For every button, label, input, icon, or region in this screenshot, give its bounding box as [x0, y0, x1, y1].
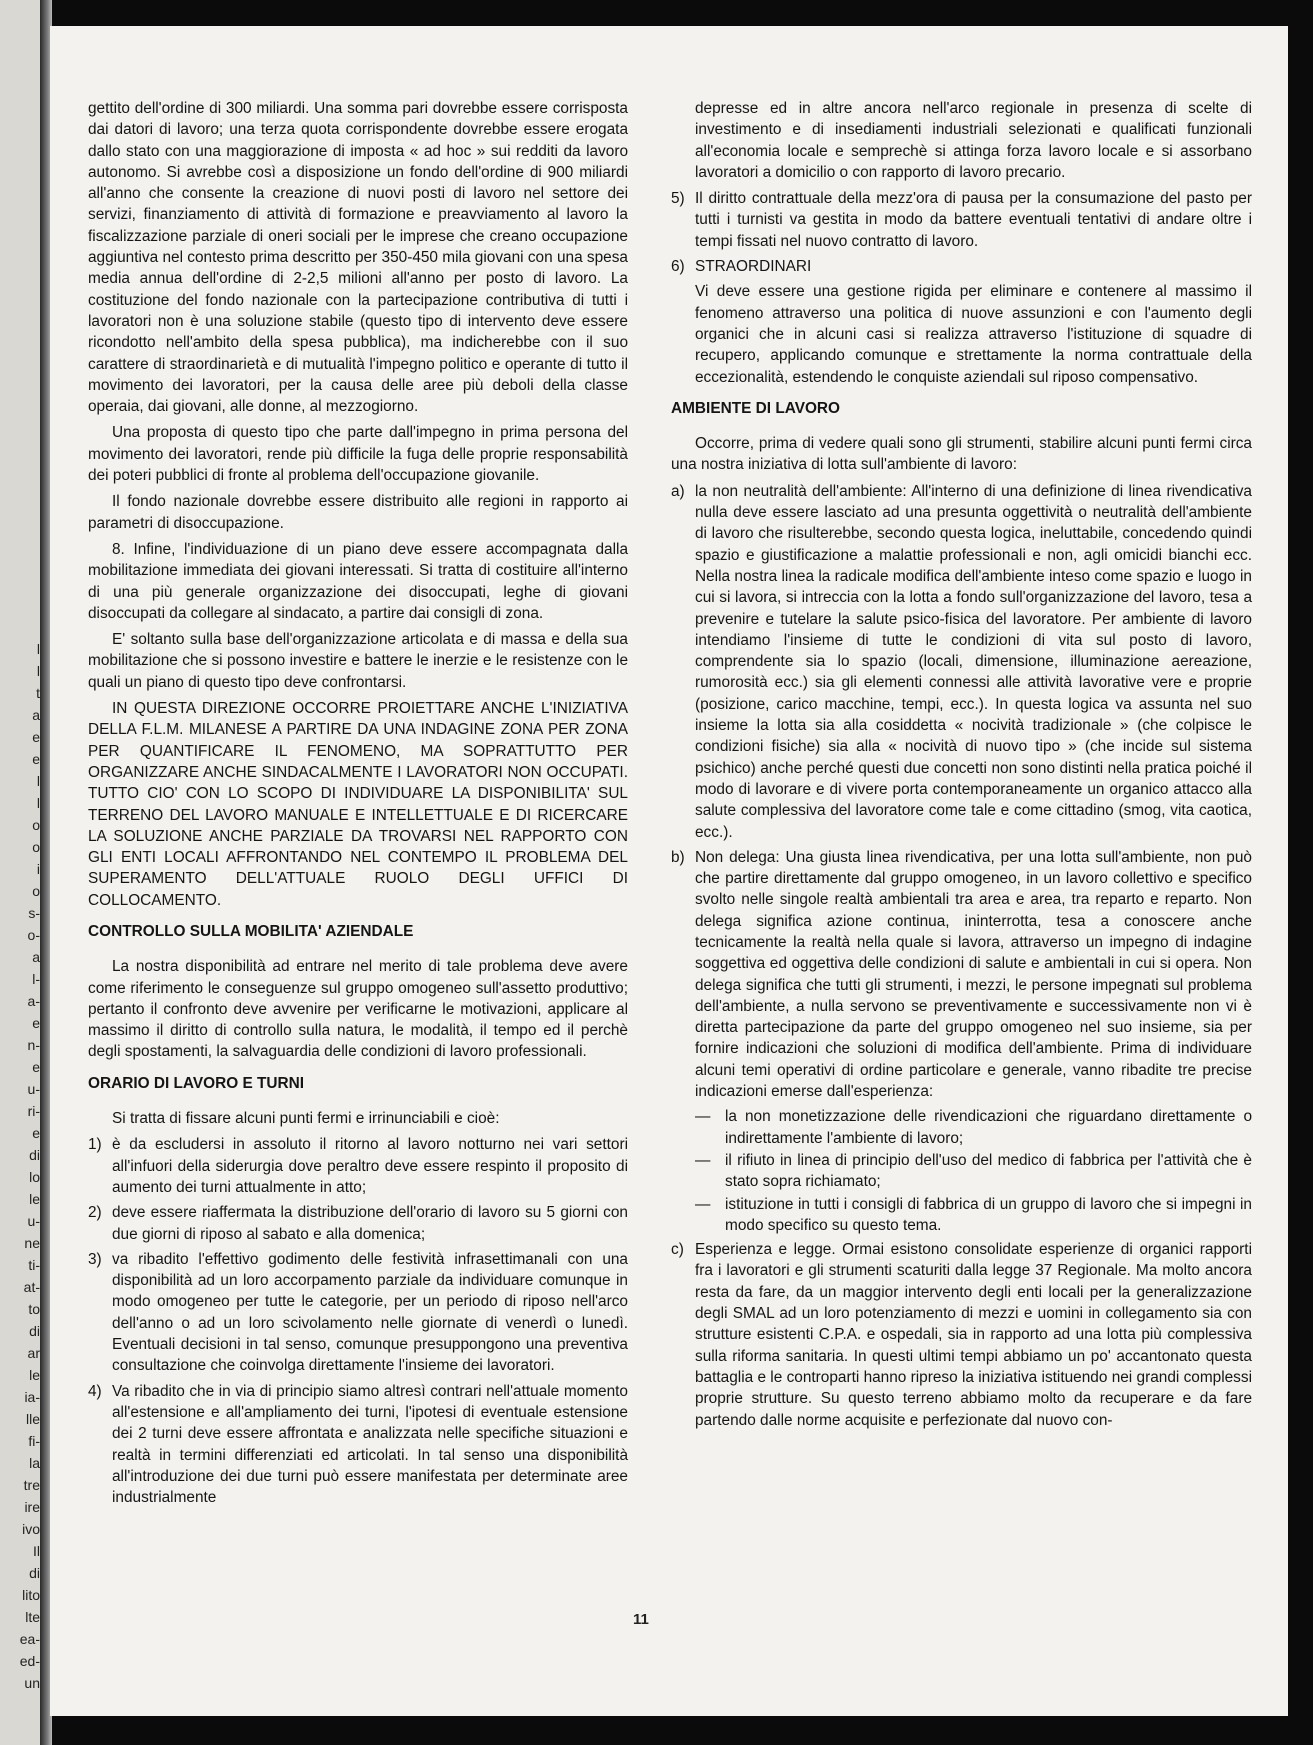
spine-fragment: l — [36, 773, 40, 789]
spine-fragment: l — [36, 795, 40, 811]
left-column — [88, 98, 628, 1512]
spine-fragment: a — [32, 949, 40, 965]
spine-fragment: u- — [27, 1213, 40, 1229]
paragraph: Si tratta di fissare alcuni punti fermi e irrinunciabili e cioè: — [112, 1110, 500, 1128]
spine-fragment: s- — [28, 905, 40, 921]
spine-fragment: lo — [29, 1169, 40, 1185]
spine-fragment: n- — [27, 1037, 40, 1053]
paragraph: 8. Infine, l'individuazione di un piano deve essere accompagnata dalla mobilitazione immediata dei giovani interessati. Si tratta di costituire all'interno di una più generale organizzazione dei disoccupati, leghe di giovani disoccupati da collegare al sindacato, a partire dai consigli di zona. — [88, 540, 628, 622]
sub-list-item: — la non monetizzazione delle rivendicazioni che riguardano direttamente o indirettamente l'ambiente di lavoro; — [695, 1108, 1252, 1147]
spine-fragment: o- — [27, 927, 40, 943]
spine-fragment: o — [32, 817, 40, 833]
adjacent-page-edge — [0, 0, 44, 1745]
paragraph: Vi deve essere una gestione rigida per eliminare e contenere al massimo il fenomeno attraverso una politica di nuove assunzioni e con l'aumento degli organici che in alcuni casi si realizza attraverso l'istituzione di squadre di recupero, applicando comunque e strettamente la norma contrattuale della eccezionalità, estendendo le conquiste aziendali sul riposo compensativo. — [695, 283, 1252, 386]
spine-fragment: lle — [25, 1411, 40, 1427]
spine-fragment: fi- — [28, 1433, 40, 1449]
paragraph: E' soltanto sulla base dell'organizzazione articolata e di massa e della sua mobilitazione che si possono investire e battere le inerzie e le resistenze con le quali un piano di questo tipo deve confrontarsi. — [88, 631, 628, 691]
spine-fragment: e — [32, 751, 40, 767]
spine-fragment: u- — [27, 1081, 40, 1097]
paragraph: Una proposta di questo tipo che parte dall'impegno in prima persona del movimento dei lavoratori, rende più difficile la fuga delle proprie responsabilità dei poteri pubblici di fronte al problema dell'occupazione giovanile. — [88, 424, 628, 485]
list-item: 1) è da escludersi in assoluto il ritorno al lavoro notturno nei vari settori all'infuori della siderurgia dove peraltro deve essere respinto il proposito di aumento dei turni attualmente in atto; — [88, 1136, 628, 1196]
paragraph: depresse ed in altre ancora nell'arco regionale in presenza di scelte di investimento e di insediamenti industriali selezionati e qualificati funzionali all'economia locale e semprechè si attinga forza lavoro locale e si assorbano lavoratori a domicilio o con rapporto di lavoro precario. — [695, 100, 1252, 181]
list-item: 2) deve essere riaffermata la distribuzione dell'orario di lavoro su 5 giorni con due giorni di riposo al sabato e alla domenica; — [88, 1204, 628, 1243]
paragraph: gettito dell'ordine di 300 miliardi. Una somma pari dovrebbe essere corrisposta dai datori di lavoro; una terza quota corrispondente dovrebbe essere erogata dallo stato con una maggiorazione di imposta « ad hoc » sui redditi da lavoro autonomo. Si avrebbe così a disposizione un fondo dell'ordine di 900 miliardi all'anno che consente la creazione di nuovi posti di lavoro nel settore dei servizi, finanziamento di attività di formazione e preavviamento al lavoro la fiscalizzazione parziale di oneri sociali per le imprese che creano occupazione aggiuntiva nel contesto prima descritto per 350-450 mila giovani con una spesa media annua dell'ordine di 2-2,5 milioni all'anno per posto di lavoro. La costituzione del fondo nazionale con la partecipazione contributiva di tutti i lavoratori non è una soluzione stabile (questo tipo di intervento deve essere ricondotto nell'ambito della spesa pubblica), ma indicherebbe con il suo carattere di straordinarietà e di mutualità l'impegno politico e operante di tutto il movimento dei lavoratori, per la causa delle aree più deboli della classe operaia, dai giovani, alle donne, al mezzogiorno. — [88, 100, 628, 416]
spine-fragment: a — [32, 707, 40, 723]
spine-fragment: le — [29, 1191, 40, 1207]
paragraph: Il fondo nazionale dovrebbe essere distribuito alle regioni in rapporto ai parametri di disoccupazione. — [88, 493, 628, 532]
spine-fragment: ed- — [19, 1653, 40, 1669]
spine-fragment: la — [29, 1455, 40, 1471]
spine-fragment: ne — [24, 1235, 40, 1251]
page-number: 11 — [633, 1611, 649, 1628]
spine-fragment: to — [28, 1301, 40, 1317]
spine-fragment: ivo — [22, 1521, 40, 1537]
section-heading: CONTROLLO SULLA MOBILITA' AZIENDALE — [88, 922, 414, 940]
paragraph: La nostra disponibilità ad entrare nel merito di tale problema deve avere come riferimento le conseguenze sul gruppo omogeneo sull'assetto produttivo; pertanto il confronto deve avvenire per verificarne le motivazioni, applicare al massimo il diritto di controllo sulla natura, le modalità, il tempo ed il perchè degli spostamenti, la salvaguardia delle condizioni di lavoro professionali. — [88, 958, 628, 1061]
spine-fragment: t — [36, 685, 40, 701]
spine-fragment: di — [29, 1147, 40, 1163]
sub-list-item: — il rifiuto in linea di principio dell'uso del medico di fabbrica per l'attività che è stato sopra richiamato; — [695, 1151, 1252, 1191]
spine-fragment: lito — [22, 1587, 40, 1603]
spine-fragment: un — [24, 1675, 40, 1691]
section-heading: AMBIENTE DI LAVORO — [671, 399, 841, 417]
spine-fragment: i — [36, 861, 40, 877]
spine-fragment: l — [36, 641, 40, 657]
paragraph-uppercase: IN QUESTA DIREZIONE OCCORRE PROIETTARE ANCHE L'INIZIATIVA DELLA F.L.M. MILANESE A PARTIRE DA UNA INDAGINE ZONA PER ZONA PER QUANTIFICARE IL FENOMENO, MA SOPRATTUTTO PER ORGANIZZARE ANCHE SINDACALMENTE I LAVORATORI NON OCCUPATI. TUTTO CIO' CON LO SCOPO DI INDIVIDUARE LA DISPONIBILITA' SUL TERRENO DEL LAVORO MANUALE E INTELLETTUALE E DI RICERCARE LA SOLUZIONE ANCHE PARZIALE DA TROVARSI NEL RAPPORTO CON GLI ENTI LOCALI AFFRONTANDO NEL CONTEMPO IL PROBLEMA DEL SUPERAMENTO DELL'ATTUALE RUOLO DEGLI UFFICI DI COLLOCAMENTO. — [88, 700, 628, 909]
spine-fragment: ti- — [28, 1257, 40, 1273]
section-heading: ORARIO DI LAVORO E TURNI — [88, 1074, 305, 1092]
spine-fragment: ar — [27, 1345, 40, 1361]
spine-fragment: ia- — [24, 1389, 40, 1405]
list-item: 6) STRAORDINARI — [671, 258, 812, 276]
spine-fragment: o — [32, 839, 40, 855]
list-item: c) Esperienza e legge. Ormai esistono consolidate esperienze di organici rapporti fra i lavoratori e gli strumenti scaturiti dalla legge 37 Regionale. Ma molto ancora resta da fare, da un maggior intervento degli enti locali per la generalizzazione degli SMAL ad un loro potenziamento di mezzi e uomini in collegamento sia con strutture esistenti C.P.A. e ospedali, sia in rapporto ad una lotta più complessiva sulla riforma sanitaria. In questi ultimi tempi abbiamo un po' accantonato questa battaglia e le controparti hanno ripreso la iniziativa istituendo nei grandi complessi proprie strutture. Su questo terreno abbiamo molto da recuperare e da fare partendo dalle norme acquisite e perfezionate dal nuovo con- — [671, 1241, 1252, 1429]
list-item: 5) Il diritto contrattuale della mezz'ora di pausa per la consumazione del pasto per tutti i turnisti va gestita in modo da battere eventuali tentativi di andare oltre i tempi fissati nel nuovo contratto di lavoro. — [671, 190, 1252, 250]
spine-fragment: at- — [23, 1279, 40, 1295]
spine-fragment: ire — [24, 1499, 40, 1515]
spine-fragment: a- — [27, 993, 40, 1009]
spine-fragment: l — [36, 663, 40, 679]
list-item: 3) va ribadito l'effettivo godimento delle festività infrasettimanali con una disponibilità ad un loro accorpamento parziale da individuare comunque in modo omogeneo per tutte le categorie, per un periodo di riposo nell'arco dell'anno o ad un loro scivolamento nelle giornate di venerdì o lunedì. Eventuali decisioni in tal senso, comunque presuppongono una preventiva consultazione che coinvolga direttamente l'insieme dei lavoratori. — [88, 1250, 628, 1375]
list-item: b) Non delega: Una giusta linea rivendicativa, per una lotta sull'ambiente, non può che partire direttamente dal gruppo omogeneo, in un lavoro collettivo e specifico svolto nelle singole realtà ambientali tra area e area, tra reparto e reparto. Non delega significa azione continua, ininterrotta, tesa a conoscere anche tecnicamente la realtà nella quale si lavora, attraverso un impegno di indagine soggettiva ed oggettiva delle condizioni di salute e ambientali in cui si opera. Non delega significa che tutti gli strumenti, i mezzi, le persone impegnati sul problema dell'ambiente, a nulla servono se preventivamente e successivamente non vi è diretta partecipazione da parte del gruppo omogeneo nel suo insieme, sia per fornire indicazioni che soluzioni di modifica dell'ambiente. Prima di individuare alcuni temi operativi di ordine particolare e generale, vanno ribadite tre precise indicazioni emerse dall'esperienza: — [671, 848, 1252, 1101]
spine-fragment: Il — [33, 1543, 40, 1559]
spine-fragment: ea- — [19, 1631, 40, 1647]
sub-list-item: — istituzione in tutti i consigli di fabbrica di un gruppo di lavoro che si impegni in modo specifico su questo tema. — [695, 1195, 1252, 1234]
spine-fragment: l- — [32, 971, 40, 987]
list-item: 4) Va ribadito che in via di principio siamo altresì contrari nell'attuale momento all'estensione e all'ampliamento dei turni, l'ipotesi di eventuale estensione dei 2 turni deve essere affrontata e analizzata nelle specifiche situazioni e realtà in termini differenziati ed articolati. In tal senso una disponibilità all'introduzione dei due turni può essere manifestata per determinate aree industrialmente — [88, 1382, 628, 1507]
spine-fragment: tre — [23, 1477, 40, 1493]
paragraph: Occorre, prima di vedere quali sono gli strumenti, stabilire alcuni punti fermi circa una nostra iniziativa di lotta sull'ambiente di lavoro: — [671, 435, 1252, 474]
spine-fragment: ri- — [27, 1103, 40, 1119]
spine-fragment: e — [32, 729, 40, 745]
list-item: a) la non neutralità dell'ambiente: All'interno di una definizione di linea rivendicativa nulla deve essere lasciato ad una presunta oggettività o neutralità dell'ambiente di lavoro che risulterebbe, secondo questa logica, ineluttabile, concedendo quindi spazio e giustificazione a malattie professionali e non, agli omicidi bianchi ecc. Nella nostra linea la radicale modifica dell'ambiente inteso come spazio e luogo in cui si lavora, si intreccia con la lotta a fondo sull'organizzazione del lavoro, tesa a prevenire e tutelare la salute psico-fisica del lavoratore. Per ambiente di lavoro intendiamo l'insieme di tutte le condizioni di vita sul posto di lavoro, comprendente sia lo spazio (locali, dimensione, illuminazione aereazione, rumorosità ecc.) sia gli elementi connessi alle attività lavorative vere e proprie (posizione, carico macchine, tempi, ecc.). In questa logica va assunta nel suo insieme la lotta sia alla cosiddetta « nocività tradizionale » (che colpisce le condizioni fisiche) sia alla « nocività di nuovo tipo » (che incide sul sistema psichico) anche perché questi due concetti non sono distinti nella pratica poiché il modo di lavorare e di vivere porta contemporaneamente un organico attacco alla salute complessiva del lavoratore come tale e come cittadino (smog, vita caotica, ecc.). — [671, 482, 1252, 841]
spine-fragment: o — [32, 883, 40, 899]
document-page — [50, 26, 1288, 1716]
spine-fragment: lte — [25, 1609, 40, 1625]
spine-fragment: le — [29, 1367, 40, 1383]
spine-fragment: e — [32, 1015, 40, 1031]
spine-fragment: di — [29, 1323, 40, 1339]
right-column — [671, 98, 1252, 1435]
spine-fragment: e — [32, 1125, 40, 1141]
spine-fragment: di — [29, 1565, 40, 1581]
spine-fragment: e — [32, 1059, 40, 1075]
